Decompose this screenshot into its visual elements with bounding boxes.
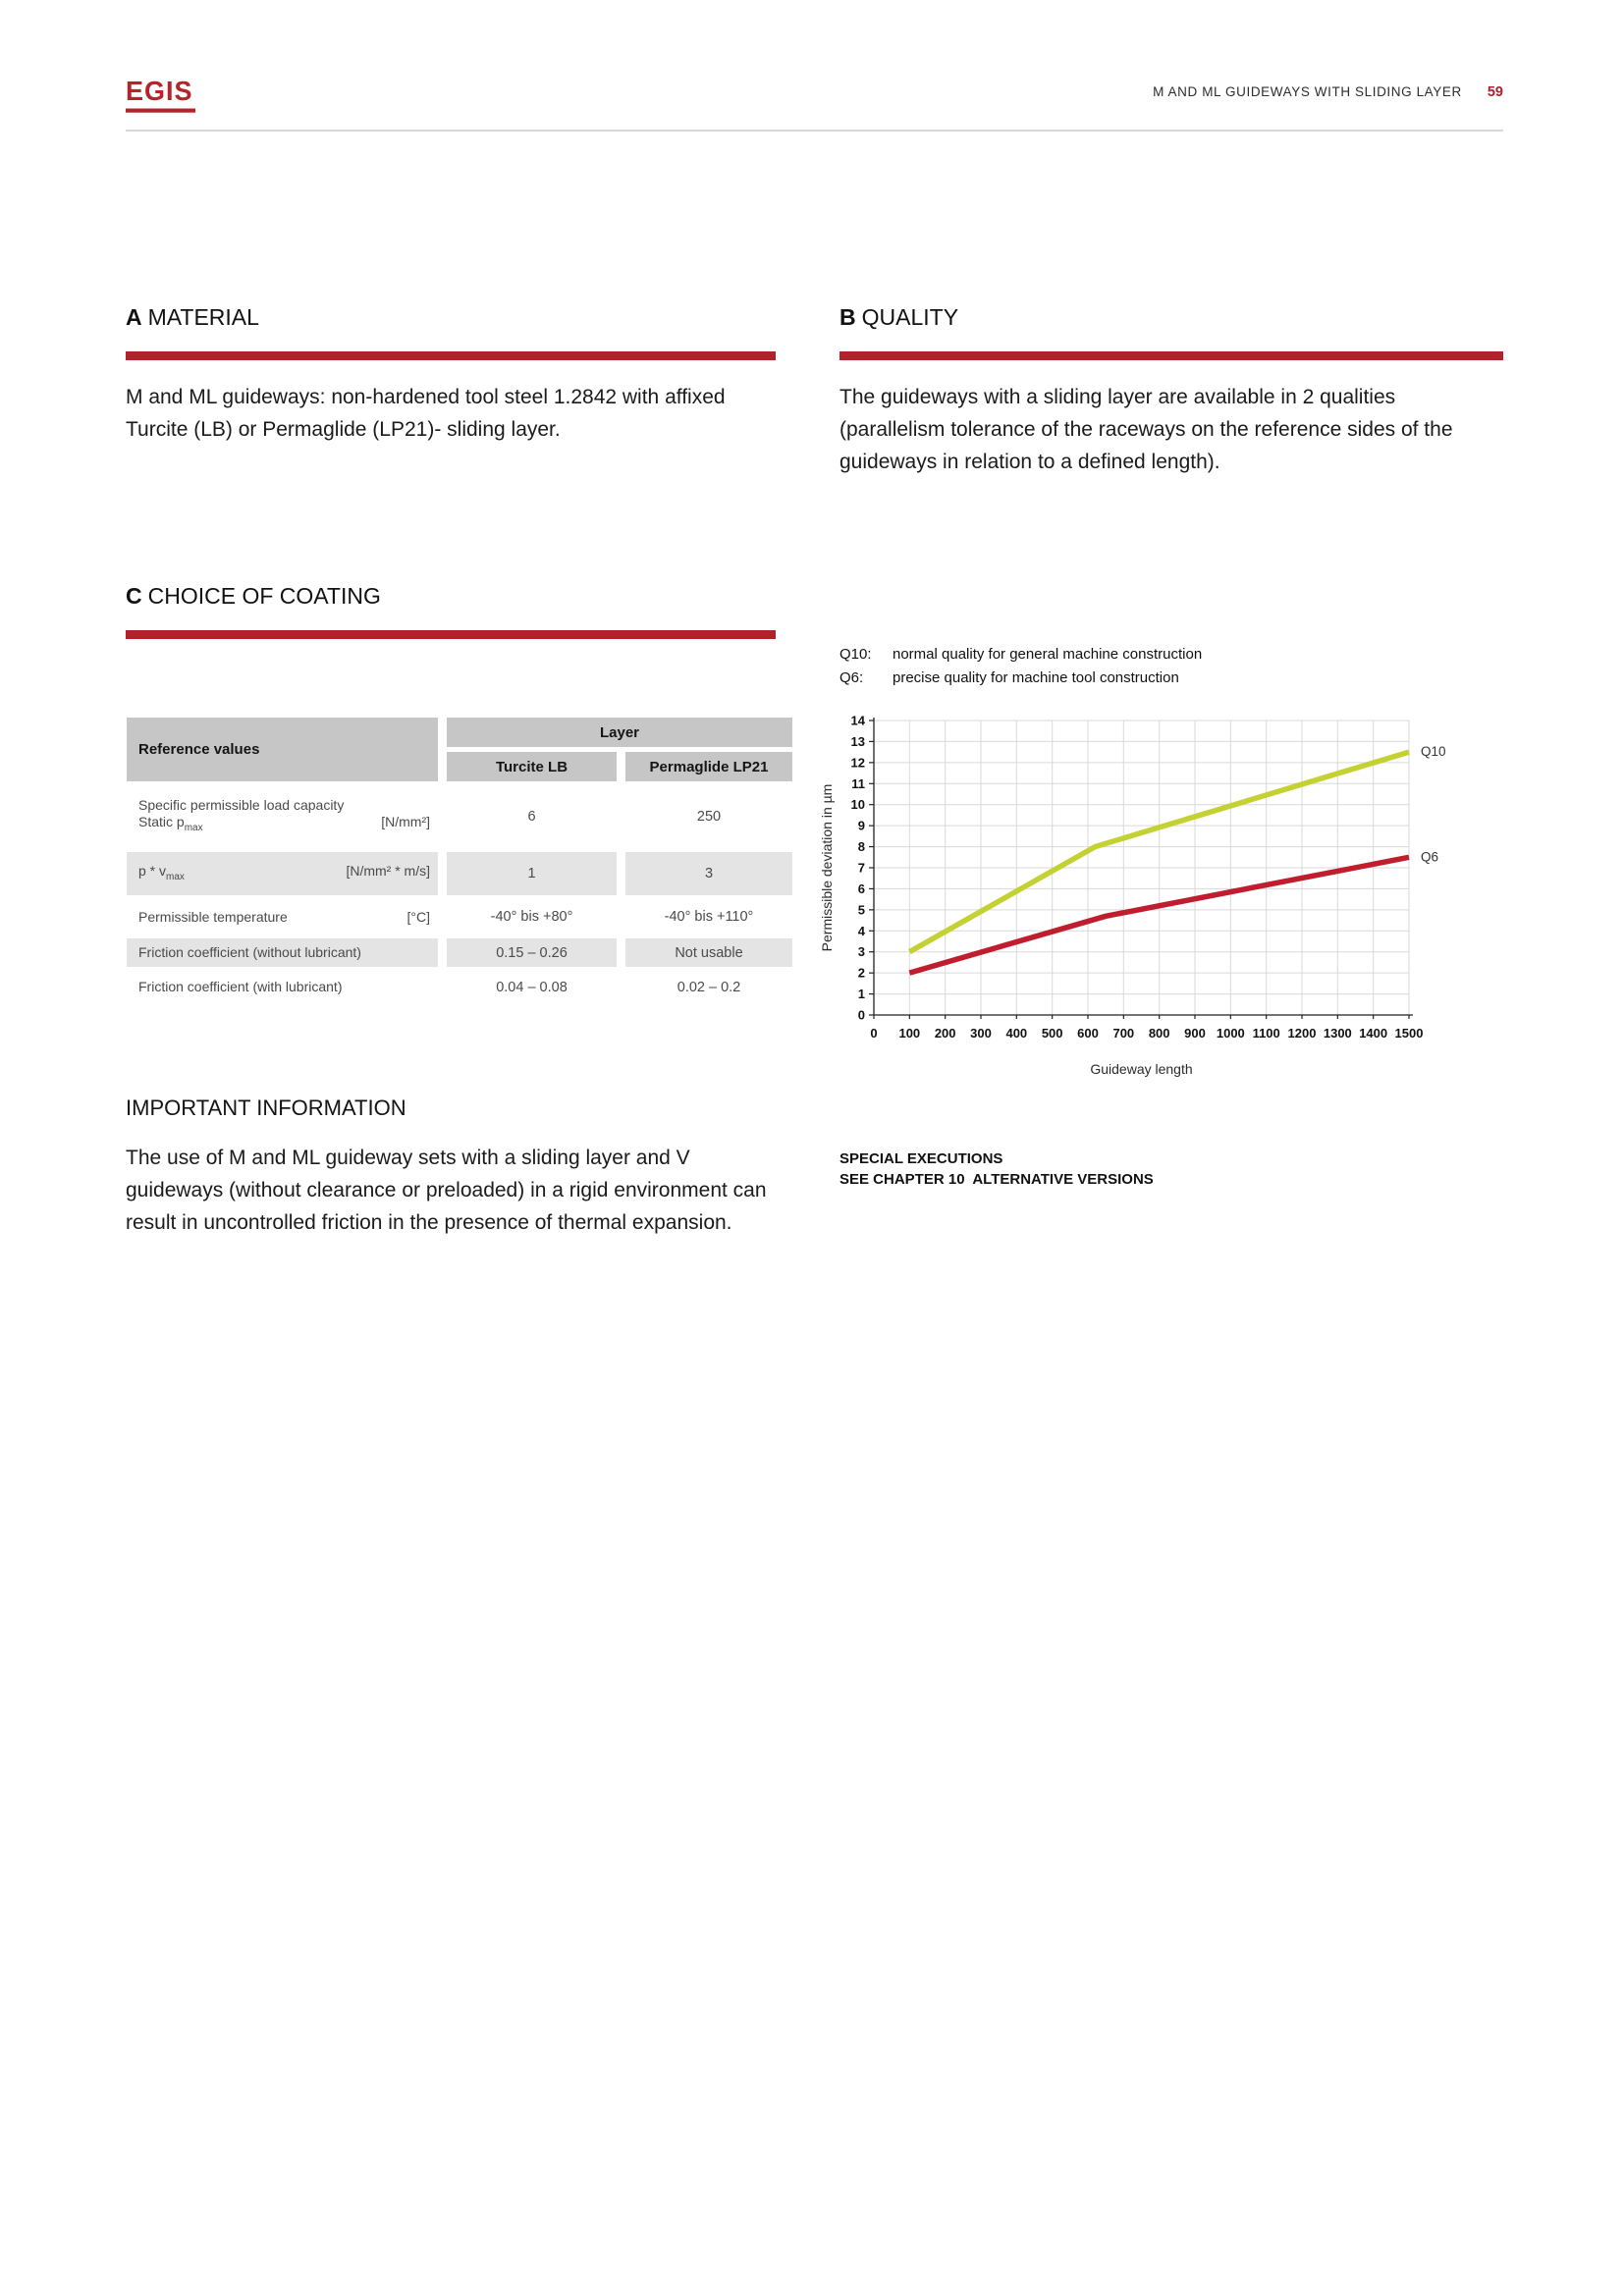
- section-a-letter: A: [126, 304, 142, 330]
- chart-series-label-q10: Q10: [1421, 744, 1446, 760]
- table-cell-r1-c0: 1: [447, 852, 617, 895]
- coating-table: [127, 718, 792, 1002]
- y-axis-label: Permissible deviation in µm: [820, 783, 835, 952]
- y-tick-label: 13: [850, 733, 865, 749]
- y-tick-label: 11: [851, 775, 865, 791]
- important-info-body: The use of M and ML guideway sets with a sliding layer and V guideways (without clearance or preloaded) in a rigid environment can result in uncontrolled friction in the presence of thermal expansion.: [126, 1147, 767, 1234]
- header-divider: [126, 130, 1503, 132]
- x-tick-label: 1400: [1359, 1026, 1388, 1041]
- section-a-title: MATERIAL: [147, 304, 259, 330]
- y-tick-label: 1: [857, 987, 865, 1002]
- table-header-col-1: Permaglide LP21: [625, 752, 792, 781]
- table-cell-r2-c1: -40° bis +110°: [664, 909, 754, 925]
- section-b-rule: [839, 351, 1503, 360]
- y-tick-label: 12: [850, 755, 865, 771]
- table-header-col-0: Turcite LB: [447, 752, 617, 781]
- table-row-label-4: Friction coefficient (with lubricant): [138, 979, 343, 994]
- page-header-title: M AND ML GUIDEWAYS WITH SLIDING LAYER: [1153, 84, 1462, 99]
- x-tick-label: 900: [1184, 1026, 1206, 1041]
- chart-series-label-q6: Q6: [1421, 849, 1439, 865]
- x-tick-label: 1300: [1323, 1026, 1352, 1041]
- quality-legend: [839, 646, 1202, 693]
- y-tick-label: 0: [857, 1007, 865, 1023]
- x-tick-label: 600: [1077, 1026, 1099, 1041]
- egis-logo: EGIS: [126, 78, 195, 112]
- x-tick-label: 1500: [1394, 1026, 1424, 1041]
- table-header-reference-values: Reference values: [127, 718, 438, 781]
- x-axis-label: Guideway length: [1090, 1061, 1193, 1077]
- section-b-letter: B: [839, 304, 856, 330]
- x-tick-label: 300: [970, 1026, 992, 1041]
- x-tick-label: 400: [1005, 1026, 1028, 1041]
- table-row-label-3: Friction coefficient (without lubricant): [127, 938, 438, 967]
- section-a-rule: [126, 351, 776, 360]
- y-tick-label: 9: [857, 818, 865, 833]
- table-cell-r0-c0: 6: [527, 809, 536, 825]
- legend-desc-q6: precise quality for machine tool construction: [893, 669, 1179, 686]
- table-cell-r3-c1: Not usable: [625, 938, 792, 967]
- y-tick-label: 7: [857, 860, 865, 876]
- x-tick-label: 0: [870, 1026, 878, 1041]
- y-tick-label: 2: [857, 965, 865, 981]
- section-c-letter: C: [126, 583, 142, 609]
- x-tick-label: 1100: [1252, 1026, 1280, 1041]
- x-tick-label: 1000: [1216, 1026, 1245, 1041]
- x-tick-label: 500: [1041, 1026, 1063, 1041]
- y-tick-label: 4: [857, 923, 865, 938]
- section-a-heading: [126, 306, 259, 329]
- x-tick-label: 100: [898, 1026, 921, 1041]
- deviation-chart: [820, 707, 1507, 1090]
- table-cell-r4-c0: 0.04 – 0.08: [496, 979, 568, 995]
- special-executions: [839, 1148, 1154, 1190]
- table-cell-r1-c1: 3: [625, 852, 792, 895]
- chart-gridlines: [874, 721, 1409, 1015]
- chart-container: [820, 707, 1507, 1090]
- table-row-label-0: Specific permissible load capacity Static $p_{max}$ [N/mm²]: [138, 797, 430, 833]
- x-tick-label: 1200: [1287, 1026, 1317, 1041]
- special-executions-line2: SEE CHAPTER 10 ALTERNATIVE VERSIONS: [839, 1171, 1154, 1188]
- y-tick-label: 14: [850, 713, 865, 728]
- table-cell-r0-c1: 250: [696, 809, 722, 825]
- table-cell-r2-c0: -40° bis +80°: [490, 909, 573, 925]
- section-b-title: QUALITY: [861, 304, 959, 330]
- table-row-label-2: Permissible temperature [°C]: [138, 908, 430, 925]
- table-row-label-1: p * $v_{max}$ [N/mm² * m/s]: [127, 852, 438, 895]
- legend-key-q6: Q6:: [839, 669, 864, 686]
- section-b-heading: [839, 306, 958, 329]
- special-executions-line1: SPECIAL EXECUTIONS: [839, 1150, 1003, 1167]
- table-cell-r4-c1: 0.02 – 0.2: [677, 979, 741, 995]
- table-header-layer: Layer: [447, 718, 792, 747]
- section-c-heading: [126, 585, 381, 608]
- section-c-title: CHOICE OF COATING: [147, 583, 381, 609]
- y-tick-label: 10: [850, 797, 865, 813]
- x-tick-label: 800: [1148, 1026, 1170, 1041]
- section-a-body: M and ML guideways: non-hardened tool steel 1.2842 with affixed Turcite (LB) or Permaglide (LP21)- sliding layer.: [126, 386, 726, 441]
- legend-row-q6: [839, 669, 1202, 686]
- y-tick-label: 3: [857, 944, 865, 960]
- table-cell-r3-c0: 0.15 – 0.26: [447, 938, 617, 967]
- page-number: 59: [1487, 84, 1503, 100]
- legend-desc-q10: normal quality for general machine construction: [893, 646, 1203, 663]
- section-b-body: The guideways with a sliding layer are available in 2 qualities (parallelism tolerance of the raceways on the reference sides of the guideways in relation to a defined length).: [839, 386, 1453, 473]
- page-header: [1153, 84, 1503, 100]
- y-tick-label: 6: [857, 881, 865, 896]
- legend-key-q10: Q10:: [839, 646, 872, 663]
- section-c-rule: [126, 630, 776, 639]
- legend-row-q10: [839, 646, 1202, 663]
- important-info-heading: IMPORTANT INFORMATION: [126, 1095, 406, 1120]
- x-tick-label: 200: [934, 1026, 956, 1041]
- y-tick-label: 8: [857, 839, 865, 855]
- y-tick-label: 5: [857, 902, 865, 918]
- x-tick-label: 700: [1112, 1026, 1135, 1041]
